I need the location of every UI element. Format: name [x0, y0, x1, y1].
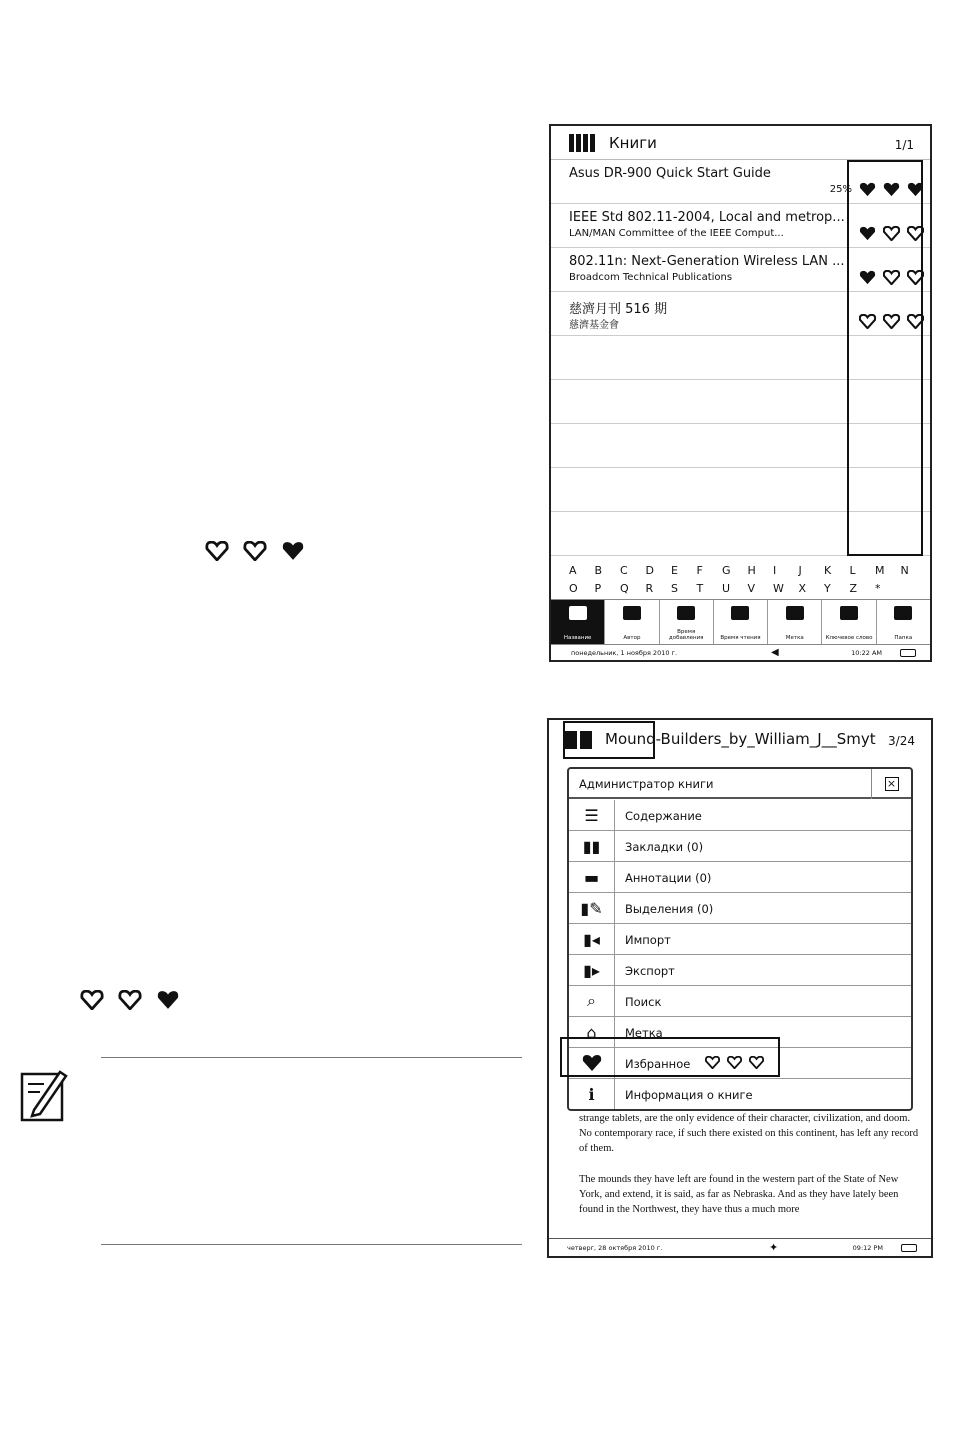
letter-m[interactable]: M — [875, 564, 885, 577]
heart-full-icon — [156, 990, 180, 1010]
status-bar — [551, 646, 930, 660]
letter-b[interactable]: B — [594, 564, 603, 577]
letter-n[interactable]: N — [900, 564, 909, 577]
menu-item-import[interactable] — [569, 924, 911, 955]
tag-icon — [786, 606, 804, 620]
menu-item-contents[interactable] — [569, 800, 911, 831]
sort-by-title-button[interactable] — [551, 600, 605, 644]
toolbar-label: Папка — [894, 635, 913, 641]
folder-icon — [894, 606, 912, 620]
library-title: Книги — [609, 134, 657, 152]
import-icon: ▮◂ — [569, 924, 615, 954]
menu-item-export[interactable] — [569, 955, 911, 986]
menu-item-label: Закладки (0) — [625, 840, 704, 854]
heart-outline-icon — [118, 990, 142, 1010]
letter-u[interactable]: U — [722, 582, 731, 595]
calendar-icon — [677, 606, 695, 620]
status-date: четверг, 28 октября 2010 г. — [567, 1244, 663, 1252]
letter-p[interactable]: P — [594, 582, 602, 595]
letter-l[interactable]: L — [849, 564, 856, 577]
letter-f[interactable]: F — [696, 564, 703, 577]
letter-q[interactable]: Q — [620, 582, 629, 595]
book-title: 慈濟月刊 516 期 — [569, 302, 668, 317]
letter-x[interactable]: X — [798, 582, 807, 595]
menu-item-label: Импорт — [625, 933, 671, 947]
heart-outline-icon — [205, 541, 229, 561]
close-icon: × — [885, 777, 899, 791]
letter-z[interactable]: Z — [849, 582, 858, 595]
pin-icon[interactable]: ✦ — [769, 1241, 779, 1254]
sort-by-folder-button[interactable] — [877, 600, 930, 644]
menu-item-book-info[interactable] — [569, 1079, 911, 1110]
menu-item-label: Экспорт — [625, 964, 675, 978]
book-author: 慈濟基金會 — [569, 320, 619, 331]
letter-k[interactable]: K — [824, 564, 832, 577]
book-text-paragraph: strange tablets, are the only evidence of their character, civilization, and doom. No contemporary race, if such there existed on this continent, has left any record of them. — [579, 1113, 919, 1154]
menu-item-bookmarks[interactable] — [569, 831, 911, 862]
favorite-levels-illustration — [80, 990, 180, 1010]
letter-y[interactable]: Y — [824, 582, 831, 595]
menu-item-label: Метка — [625, 1026, 663, 1040]
menu-item-label: Информация о книге — [625, 1088, 753, 1102]
book-title: Asus DR-900 Quick Start Guide — [569, 166, 771, 181]
letter-e[interactable]: E — [671, 564, 678, 577]
export-icon: ▮▸ — [569, 955, 615, 985]
letter-c[interactable]: C — [620, 564, 628, 577]
sort-by-read-time-button[interactable] — [714, 600, 768, 644]
sort-by-added-button[interactable] — [660, 600, 714, 644]
book-title: Mound-Builders_by_William_J__Smyt — [605, 730, 876, 748]
menu-item-label: Поиск — [625, 995, 662, 1009]
letter-h[interactable]: H — [747, 564, 756, 577]
letter-t[interactable]: T — [696, 582, 704, 595]
toolbar-label: Время добавления — [668, 629, 704, 641]
note-divider-bottom — [101, 1244, 522, 1245]
alphabet-row-2 — [569, 582, 901, 595]
speaker-icon[interactable]: ◀ — [771, 647, 779, 658]
letter-w[interactable]: W — [773, 582, 784, 595]
letter-g[interactable]: G — [722, 564, 731, 577]
favorites-highlight-box — [560, 1037, 780, 1077]
toolbar-label: Ключевое слово — [825, 635, 873, 641]
menu-item-label: Выделения (0) — [625, 902, 714, 916]
book-author: LAN/MAN Committee of the IEEE Comput... — [569, 228, 784, 239]
book-icon-highlight-box — [563, 721, 655, 759]
sort-by-tag-button[interactable] — [768, 600, 822, 644]
status-bar — [549, 1238, 931, 1256]
menu-item-search[interactable] — [569, 986, 911, 1017]
book-author: Broadcom Technical Publications — [569, 272, 733, 283]
book-title: IEEE Std 802.11-2004, Local and metrop... — [569, 210, 845, 225]
highlight-icon: ▮✎ — [569, 893, 615, 923]
toolbar-label: Время чтения — [720, 635, 761, 641]
person-stamp-icon — [623, 606, 641, 620]
sort-by-keyword-button[interactable] — [822, 600, 876, 644]
letter-v[interactable]: V — [747, 582, 756, 595]
heart-full-icon — [281, 541, 305, 561]
menu-item-label: Аннотации (0) — [625, 871, 712, 885]
letter-a[interactable]: A — [569, 564, 577, 577]
heart-outline-icon — [80, 990, 104, 1010]
note-divider-top — [101, 1057, 522, 1058]
menu-item-label: Избранное — [625, 1057, 691, 1071]
letter-other[interactable]: * — [875, 582, 881, 595]
close-button[interactable] — [871, 769, 911, 799]
status-time: 10:22 AM — [851, 649, 882, 657]
menu-item-highlights[interactable] — [569, 893, 911, 924]
menu-header — [569, 769, 911, 799]
sort-by-author-button[interactable] — [605, 600, 659, 644]
status-time: 09:12 PM — [852, 1244, 883, 1252]
library-header — [551, 126, 930, 160]
search-icon: ⌕ — [569, 986, 615, 1016]
letter-d[interactable]: D — [645, 564, 654, 577]
favorites-highlight-box — [847, 160, 923, 556]
toolbar-label: Название — [563, 635, 592, 641]
key-icon — [840, 606, 858, 620]
note-pencil-icon — [20, 1066, 68, 1122]
letter-j[interactable]: J — [798, 564, 802, 577]
status-date: понедельник, 1 ноября 2010 г. — [571, 649, 678, 657]
menu-item-label: Содержание — [625, 809, 702, 823]
info-icon: ℹ — [569, 1079, 615, 1109]
letter-r[interactable]: R — [645, 582, 654, 595]
tag-icon: ⌂ — [569, 1017, 615, 1047]
letter-o[interactable]: O — [569, 582, 578, 595]
annotation-icon: ▬ — [569, 862, 615, 892]
menu-title: Администратор книги — [579, 777, 714, 791]
toolbar-label: Автор — [623, 635, 641, 641]
menu-item-annotations[interactable] — [569, 862, 911, 893]
page-indicator: 1/1 — [894, 138, 914, 152]
open-book-icon — [731, 606, 749, 620]
book-text-paragraph: The mounds they have left are found in the western part of the State of New York, and extend, it is said, as far as Nebraska. And as they have lately been found in the Northwest, they have thus a much more — [579, 1174, 899, 1215]
toolbar-label: Метка — [785, 635, 804, 641]
list-icon: ☰ — [569, 800, 615, 830]
sort-toolbar — [551, 599, 930, 645]
bookmark-icon: ▮▮ — [569, 831, 615, 861]
library-screen — [549, 124, 932, 662]
page-indicator: 3/24 — [888, 734, 915, 748]
heart-outline-icon — [243, 541, 267, 561]
books-icon — [569, 606, 587, 620]
alphabet-row-1 — [569, 564, 926, 577]
favorite-levels-illustration — [205, 541, 305, 561]
letter-s[interactable]: S — [671, 582, 678, 595]
reader-screen — [547, 718, 933, 1258]
book-title: 802.11n: Next-Generation Wireless LAN ... — [569, 254, 845, 269]
battery-icon — [901, 1244, 917, 1252]
library-books-icon — [569, 134, 599, 152]
letter-i[interactable]: I — [773, 564, 777, 577]
book-progress: 25% — [829, 184, 852, 195]
battery-icon — [900, 649, 916, 657]
